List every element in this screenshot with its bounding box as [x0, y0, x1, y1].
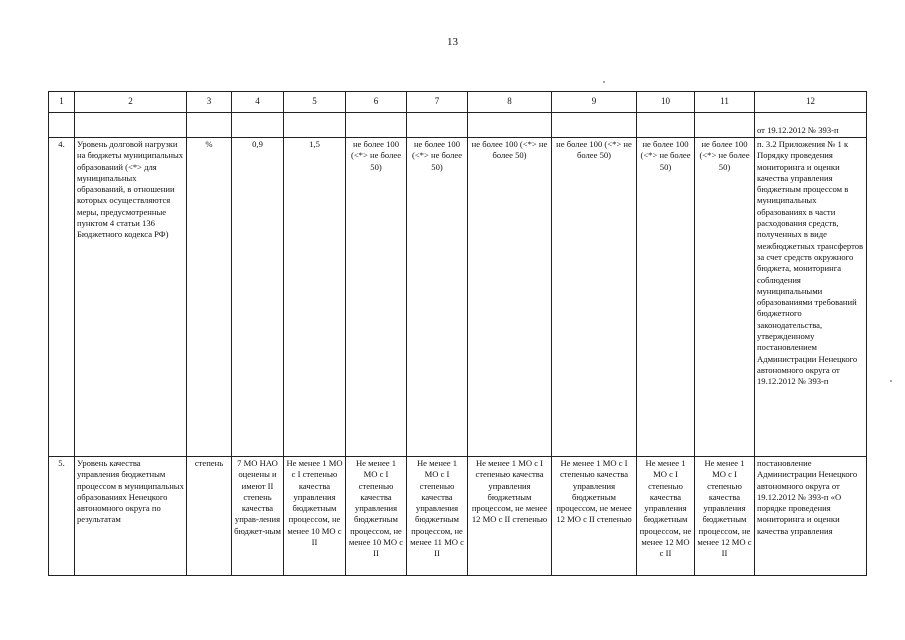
value-cell: Не менее 1 МО с I степенью качества управления бюджетным процессом, не менее 10 МО с II: [346, 457, 407, 576]
header-cell: 8: [468, 92, 552, 113]
table-cell: [552, 113, 637, 138]
table-row: [49, 138, 867, 457]
value-cell: не более 100 (<*> не более 50): [695, 138, 755, 457]
unit-cell: %: [187, 138, 232, 457]
header-row: [49, 92, 867, 113]
value-cell: не более 100 (<*> не более 50): [346, 138, 407, 457]
scan-speck: [603, 81, 605, 83]
value-cell: Не менее 1 МО с I степенью качества управления бюджетным процессом, не менее 11 МО с II: [407, 457, 468, 576]
continuation-row: [49, 113, 867, 138]
value-cell: 7 МО НАО оценены и имеют II степень качества управ-ления бюджет-ным: [232, 457, 284, 576]
table-cell: [49, 113, 75, 138]
table-cell: [407, 113, 468, 138]
header-cell: 11: [695, 92, 755, 113]
table-cell: [284, 113, 346, 138]
table-cell: [187, 113, 232, 138]
header-cell: 6: [346, 92, 407, 113]
table-cell: [468, 113, 552, 138]
header-cell: 5: [284, 92, 346, 113]
header-cell: 2: [75, 92, 187, 113]
value-cell: Не менее 1 МО с I степенью качества управления бюджетным процессом, не менее 10 МО с II: [284, 457, 346, 576]
header-cell: 1: [49, 92, 75, 113]
table-cell: [75, 113, 187, 138]
source-cell: п. 3.2 Приложения № 1 к Порядку проведения мониторинга и оценки качества управления бюджетным процессом в муниципальных образованиях в части расходования средств, полученных в виде межбюджетных трансфертов за счет средств окружного бюджета, мониторинга соблюдения муниципальными образованиями требований бюджетного законодательства, утвержденному постановлением Администрации Ненецкого автономного округа от 19.12.2012 № 393-п: [755, 138, 867, 457]
table-row: [49, 457, 867, 576]
header-cell: 3: [187, 92, 232, 113]
table-cell: [637, 113, 695, 138]
header-cell: 7: [407, 92, 468, 113]
page-number: 13: [447, 36, 458, 48]
source-continuation: от 19.12.2012 № 393-п: [755, 113, 867, 138]
indicators-table: [48, 91, 867, 576]
header-cell: 12: [755, 92, 867, 113]
header-cell: 4: [232, 92, 284, 113]
value-cell: не более 100 (<*> не более 50): [468, 138, 552, 457]
header-cell: 9: [552, 92, 637, 113]
table-cell: [695, 113, 755, 138]
value-cell: Не менее 1 МО с I степенью качества управления бюджетным процессом, не менее 12 МО с II степенью: [552, 457, 637, 576]
value-cell: 0,9: [232, 138, 284, 457]
indicator-name: Уровень качества управления бюджетным процессом в муниципальных образованиях Ненецкого автономного округа по результатам: [75, 457, 187, 576]
unit-cell: степень: [187, 457, 232, 576]
indicator-name: Уровень долговой нагрузки на бюджеты муниципальных образований (<*> для муниципальных образований, в отношении которых осуществляются меры, предусмотренные пунктом 4 статьи 136 Бюджетного кодекса РФ): [75, 138, 187, 457]
value-cell: Не менее 1 МО с I степенью качества управления бюджетным процессом, не менее 12 МО с II: [695, 457, 755, 576]
table-cell: [232, 113, 284, 138]
row-number: 5.: [49, 457, 75, 576]
value-cell: не более 100 (<*> не более 50): [407, 138, 468, 457]
page-bottom-margin: [40, 582, 880, 640]
header-cell: 10: [637, 92, 695, 113]
value-cell: 1,5: [284, 138, 346, 457]
row-number: 4.: [49, 138, 75, 457]
value-cell: не более 100 (<*> не более 50): [552, 138, 637, 457]
value-cell: Не менее 1 МО с I степенью качества управления бюджетным процессом, не менее 12 МО с II: [637, 457, 695, 576]
value-cell: Не менее 1 МО с I степенью качества управления бюджетным процессом, не менее 12 МО с II степенью: [468, 457, 552, 576]
table-cell: [346, 113, 407, 138]
source-cell: постановление Администрации Ненецкого автономного округа от 19.12.2012 № 393-п «О порядке проведения мониторинга и оценки качества управления: [755, 457, 867, 576]
scan-speck: [890, 380, 892, 382]
value-cell: не более 100 (<*> не более 50): [637, 138, 695, 457]
